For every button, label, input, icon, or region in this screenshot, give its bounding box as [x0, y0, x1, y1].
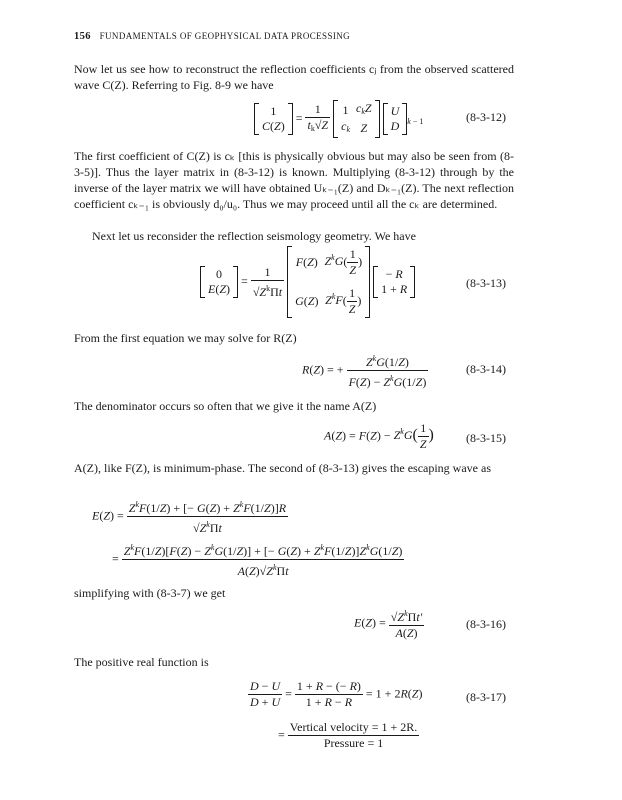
equation-escaping-wave-expanded: = $\frac{Z^kF(1/Z)[F(Z) - Z^kG(1/Z)] + [- G(Z) + Z^kF(1/Z)]Z^kG(1/Z)}{A(Z)√Z^k\Pi t}$: [112, 540, 404, 579]
equation-8-3-14: R(Z) = + $\frac{Z^kG(1/Z)}{F(Z) - Z^kG(1/Z)}$: [302, 351, 428, 390]
running-header: [74, 31, 350, 42]
paragraph-positive-real: The positive real function is: [74, 655, 209, 669]
equation-8-3-17: $\frac{D - U}{D + U}$ = $\frac{1 + R - (- R)}{1 + R - R}$ = 1 + 2R(Z): [250, 679, 423, 709]
equation-number-8-3-13: (8-3-13): [466, 276, 506, 290]
paragraph-denominator: The denominator occurs so often that we give it the name A(Z): [74, 399, 377, 413]
equation-8-3-12: 1 C(Z) = $\frac{1}{t_k√Z}$ 1 $c_kZ$ $c_k$ Z U D $_{k - 1}$: [254, 100, 423, 138]
paragraph-simplifying: simplifying with (8-3-7) we get: [74, 586, 226, 600]
velocity-label: Vertical velocity = 1 + 2R.: [289, 720, 418, 734]
paragraph-solve-r: From the first equation we may solve for R(Z): [74, 331, 297, 345]
equation-number-8-3-12: (8-3-12): [466, 110, 506, 124]
equation-number-8-3-17: (8-3-17): [466, 690, 506, 704]
equation-number-8-3-16: (8-3-16): [466, 617, 506, 631]
running-title: FUNDAMENTALS OF GEOPHYSICAL DATA PROCESSING: [99, 31, 351, 41]
paragraph-reconstruct: Now let us see how to reconstruct the reflection coefficients cⱼ from the observed scattered wave C(Z). Referring to Fig. 8-9 we have: [74, 62, 514, 92]
paragraph-minimum-phase: A(Z), like F(Z), is minimum-phase. The second of (8-3-13) gives the escaping wave as: [74, 461, 491, 475]
equation-velocity-pressure: = $\frac{\text{Vertical velocity = 1 + 2R.}}{\text{Pressure = 1}}$: [278, 720, 418, 750]
equation-8-3-15: $A(Z) = F(Z) - Z^kG$( $\frac{1}{Z}$ ): [324, 421, 434, 451]
page-number: 156: [74, 31, 91, 42]
equation-number-8-3-14: (8-3-14): [466, 362, 506, 376]
paragraph-reflection-geometry: Next let us reconsider the reflection seismology geometry. We have: [92, 229, 416, 243]
paragraph-first-coefficient: The first coefficient of C(Z) is cₖ [this is physically obvious but may also be seen from (8-3-5)]. Thus the layer matrix in (8-3-12) is known. Multiplying (8-3-12) through by the inverse of the layer matrix we will have obtained Uₖ₋₁(Z) and Dₖ₋₁(Z). The next reflection coefficient cₖ₋₁ is obviously d₀/u₀. Thus we may proceed until all the cₖ are determined.: [74, 149, 514, 211]
equation-8-3-13: 0 E(Z) = $\frac{1}{√Z^k\Pi t}$ F(Z) $Z^kG$( $\frac{1}{Z}$ ) G(Z) $Z^kF$( $\frac{1}{Z}$ ) − R 1 + R: [200, 246, 415, 318]
equation-number-8-3-15: (8-3-15): [466, 431, 506, 445]
equation-8-3-16: E(Z) = $\frac{√Z^k\Pi t'}{A(Z)}$: [354, 606, 424, 641]
pressure-label: Pressure = 1: [323, 736, 384, 750]
equation-escaping-wave: E(Z) = $\frac{Z^kF(1/Z) + [- G(Z) + Z^kF(1/Z)]R}{√Z^k\Pi t}$: [92, 497, 288, 536]
